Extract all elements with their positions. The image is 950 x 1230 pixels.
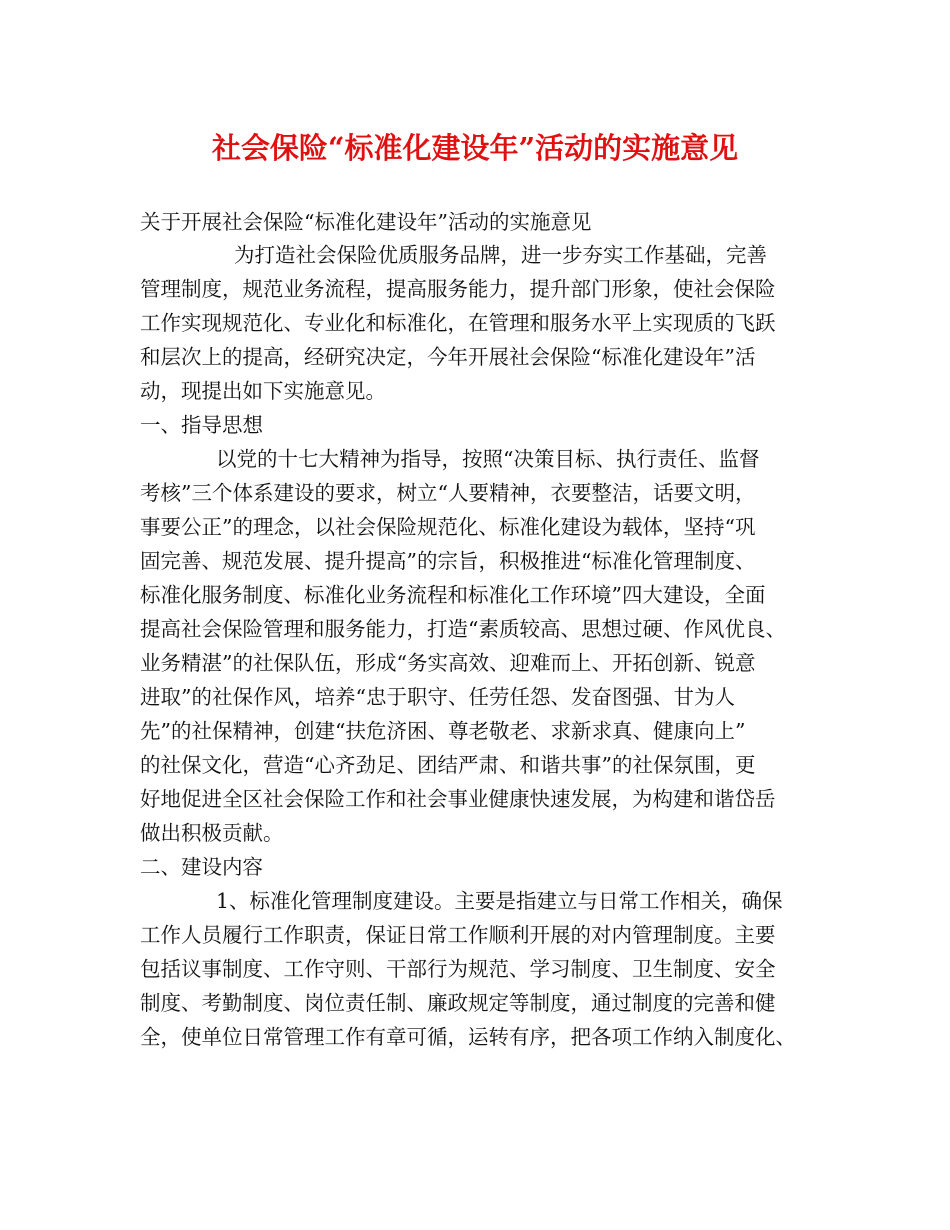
section-heading: 二、建设内容 [140,855,263,879]
body-line: 工作人员履行工作职责，保证日常工作顺利开展的对内管理制度。主要 [140,923,776,947]
body-line: 事要公正”的理念，以社会保险规范化、标准化建设为载体，坚持“巩 [140,515,756,539]
body-line: 工作实现规范化、专业化和标准化，在管理和服务水平上实现质的飞跃 [140,311,776,335]
body-line: 和层次上的提高，经研究决定，今年开展社会保险“标准化建设年”活 [140,345,756,369]
document-title: 社会保险“标准化建设年”活动的实施意见 [211,131,739,165]
body-line: 的社保文化，营造“心齐劲足、团结严肃、和谐共事”的社保氛围，更 [140,753,756,777]
body-line: 以党的十七大精神为指导，按照“决策目标、执行责任、监督 [216,447,760,471]
body-line: 动，现提出如下实施意见。 [140,379,386,403]
body-line: 标准化服务制度、标准化业务流程和标准化工作环境”四大建设，全面 [140,583,766,607]
subtitle-line: 关于开展社会保险“标准化建设年”活动的实施意见 [140,210,592,234]
section-heading: 一、指导思想 [140,413,263,437]
body-line: 制度、考勤制度、岗位责任制、廉政规定等制度，通过制度的完善和健 [140,991,776,1015]
body-line: 先”的社保精神，创建“扶危济困、尊老敬老、求新求真、健康向上” [140,719,746,743]
body-line: 考核”三个体系建设的要求，树立“人要精神，衣要整洁，话要文明， [140,481,756,505]
body-line: 包括议事制度、工作守则、干部行为规范、学习制度、卫生制度、安全 [140,957,776,981]
body-line: 管理制度，规范业务流程，提高服务能力，提升部门形象，使社会保险 [140,277,776,301]
body-line: 1、标准化管理制度建设。主要是指建立与日常工作相关，确保 [216,889,783,913]
body-line: 好地促进全区社会保险工作和社会事业健康快速发展，为构建和谐岱岳 [140,787,776,811]
body-line: 全，使单位日常管理工作有章可循，运转有序，把各项工作纳入制度化、 [140,1025,796,1049]
body-line: 做出积极贡献。 [140,821,284,845]
body-line: 业务精湛”的社保队伍，形成“务实高效、迎难而上、开拓创新、锐意 [140,651,756,675]
body-line: 固完善、规范发展、提升提高”的宗旨，积极推进“标准化管理制度、 [140,549,756,573]
body-line: 为打造社会保险优质服务品牌，进一步夯实工作基础，完善 [234,243,767,267]
body-line: 提高社会保险管理和服务能力，打造“素质较高、思想过硬、作风优良、 [140,617,786,641]
body-line: 进取”的社保作风，培养“忠于职守、任劳任怨、发奋图强、甘为人 [140,685,735,709]
